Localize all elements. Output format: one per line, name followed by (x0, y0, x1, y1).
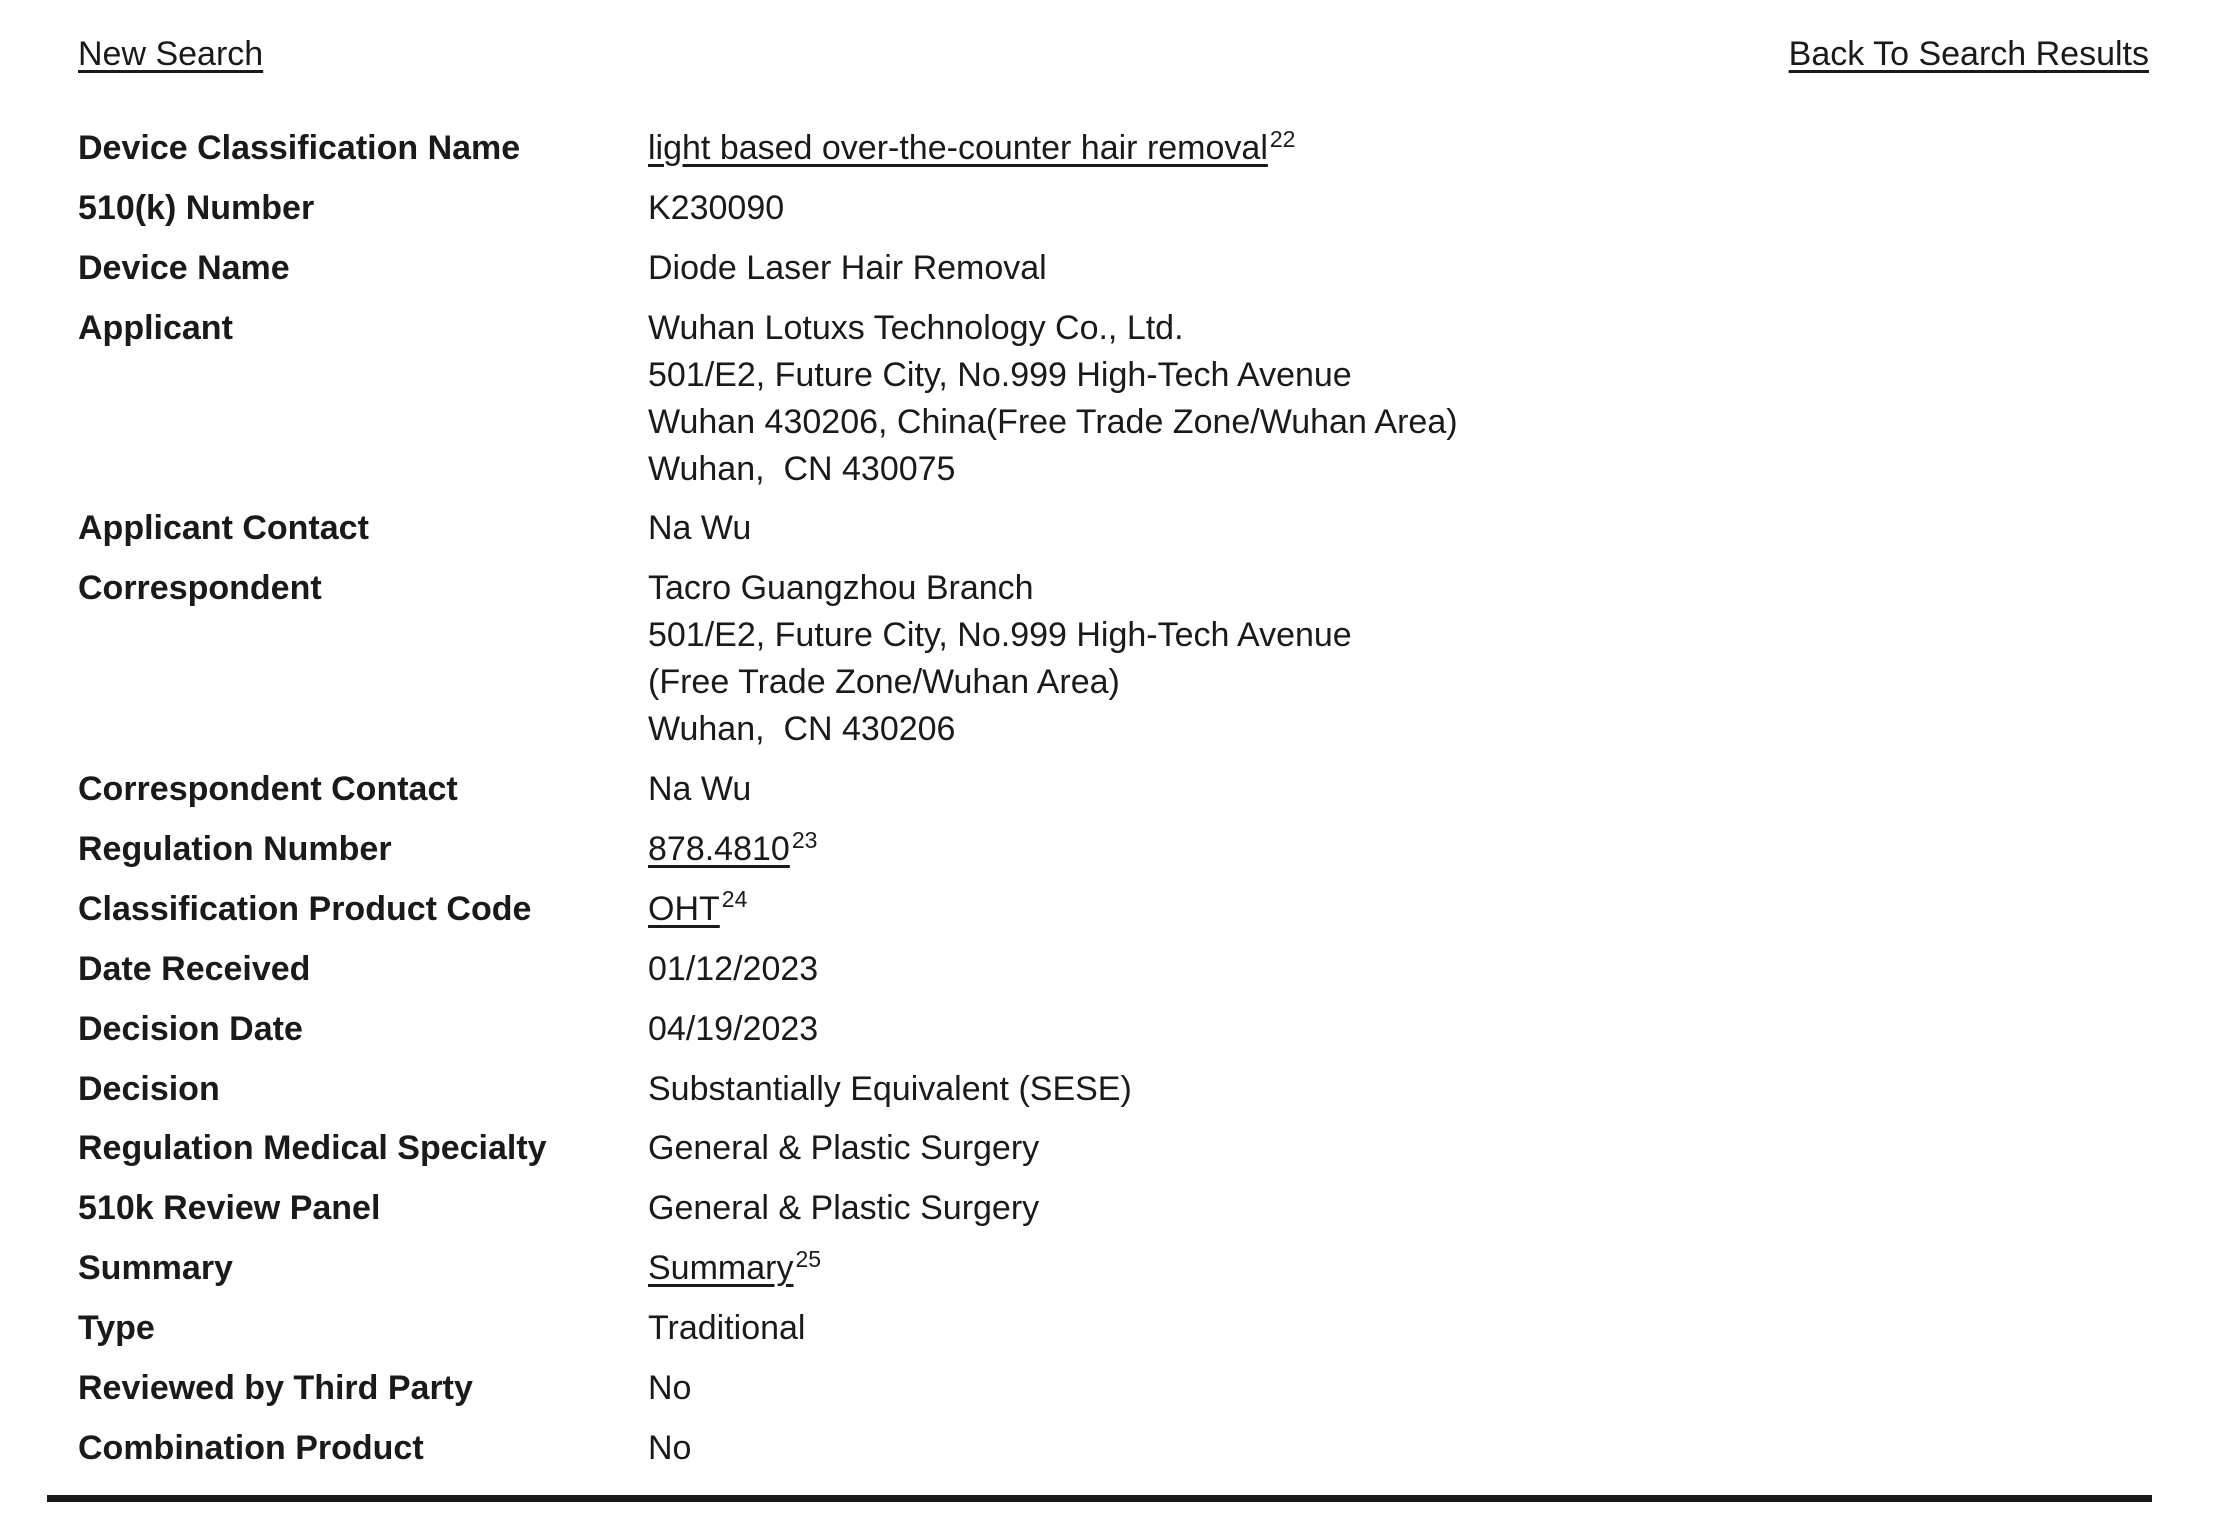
row-regulation-number (78, 820, 1458, 880)
field-value: K230090 (648, 189, 785, 228)
row-classification-product-code (78, 880, 1458, 940)
field-label: Correspondent (78, 569, 322, 608)
top-nav (0, 0, 2223, 74)
field-value: Traditional (648, 1309, 806, 1348)
field-value-line: Wuhan Lotuxs Technology Co., Ltd. (648, 308, 1184, 347)
field-label: Correspondent Contact (78, 769, 458, 808)
summary-link[interactable]: Summary (648, 1249, 794, 1288)
field-value: No (648, 1369, 692, 1408)
device-classification-name-link[interactable]: light based over-the-counter hair removal (648, 129, 1268, 168)
field-value-line: Wuhan 430206, China(Free Trade Zone/Wuhan Area) (648, 402, 1458, 441)
field-label: Decision (78, 1069, 220, 1108)
field-value (648, 820, 1458, 880)
field-label: Decision Date (78, 1009, 303, 1048)
row-510-k-number (78, 179, 1458, 239)
field-value (648, 1239, 1458, 1299)
field-value: General & Plastic Surgery (648, 1189, 1040, 1228)
row-type (78, 1299, 1458, 1359)
field-value-line: 501/E2, Future City, No.999 High-Tech Avenue (648, 355, 1352, 394)
field-label: Date Received (78, 949, 311, 988)
row-applicant (78, 299, 1458, 500)
field-label: 510k Review Panel (78, 1189, 381, 1228)
field-value: Na Wu (648, 509, 752, 548)
field-value-line: 501/E2, Future City, No.999 High-Tech Avenue (648, 616, 1352, 655)
row-reviewed-by-third-party (78, 1359, 1458, 1419)
field-label: Device Classification Name (78, 129, 521, 168)
field-value: 04/19/2023 (648, 1009, 819, 1048)
device-detail-table (78, 119, 1458, 1479)
row-date-received (78, 940, 1458, 1000)
row-decision (78, 1060, 1458, 1120)
field-label: Combination Product (78, 1428, 424, 1467)
field-value (648, 299, 1458, 500)
row-regulation-medical-specialty (78, 1119, 1458, 1179)
row-device-classification-name (78, 119, 1458, 179)
row-correspondent-contact (78, 760, 1458, 820)
field-value: Na Wu (648, 769, 752, 808)
field-value: 01/12/2023 (648, 949, 819, 988)
field-value: Diode Laser Hair Removal (648, 248, 1047, 287)
field-label: Reviewed by Third Party (78, 1369, 473, 1408)
field-label: 510(k) Number (78, 189, 315, 228)
regulation-number-link[interactable]: 878.4810 (648, 829, 790, 868)
field-label: Classification Product Code (78, 889, 532, 928)
row-summary (78, 1239, 1458, 1299)
field-value: No (648, 1428, 692, 1467)
classification-product-code-link[interactable]: OHT (648, 889, 720, 928)
field-label: Device Name (78, 248, 290, 287)
row-510k-review-panel (78, 1179, 1458, 1239)
field-value (648, 559, 1458, 760)
field-value: General & Plastic Surgery (648, 1129, 1040, 1168)
footnote-superscript: 23 (791, 826, 818, 853)
row-decision-date (78, 1000, 1458, 1060)
field-label: Summary (78, 1249, 233, 1288)
field-value-line: (Free Trade Zone/Wuhan Area) (648, 663, 1120, 702)
field-value-line: Tacro Guangzhou Branch (648, 569, 1034, 608)
row-applicant-contact (78, 499, 1458, 559)
field-label: Applicant (78, 308, 233, 347)
field-label: Applicant Contact (78, 509, 369, 548)
field-value (648, 880, 1458, 940)
row-correspondent (78, 559, 1458, 760)
row-combination-product (78, 1419, 1458, 1479)
back-to-search-results-link[interactable]: Back To Search Results (1788, 35, 2149, 73)
field-label: Type (78, 1309, 155, 1348)
field-value-line: Wuhan, CN 430206 (648, 710, 956, 749)
footnote-superscript: 22 (1269, 125, 1296, 152)
row-device-name (78, 239, 1458, 299)
field-label: Regulation Number (78, 829, 392, 868)
field-label: Regulation Medical Specialty (78, 1129, 547, 1168)
field-value (648, 119, 1458, 179)
new-search-link[interactable]: New Search (78, 35, 264, 73)
field-value: Substantially Equivalent (SESE) (648, 1069, 1132, 1108)
bottom-divider (47, 1495, 2152, 1502)
field-value-line: Wuhan, CN 430075 (648, 449, 956, 488)
footnote-superscript: 25 (795, 1245, 822, 1272)
footnote-superscript: 24 (721, 886, 748, 913)
